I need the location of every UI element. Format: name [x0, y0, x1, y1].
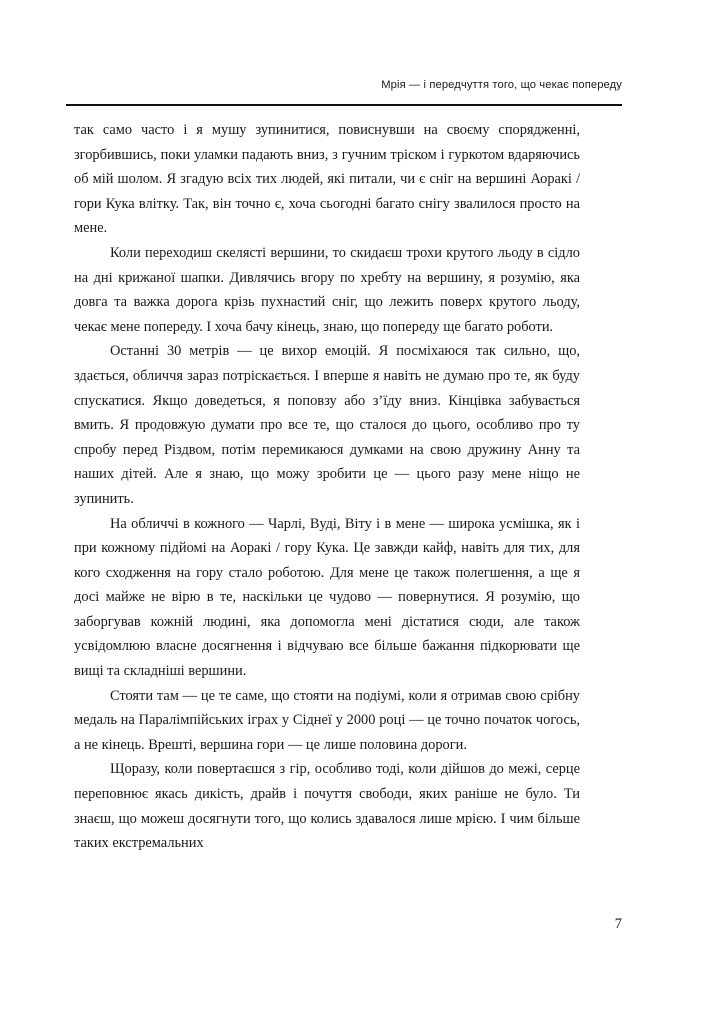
paragraph: Щоразу, коли повертаєшся з гір, особливо тоді, коли дійшов до межі, серце переповнює якась дикість, драйв і почуття свободи, яких раніше не було. Ти знаєш, що можеш досягнути того, що колись здавалося лише мрією. І чим більше таких екстремальних	[74, 761, 580, 852]
running-head: Мрія — і передчуття того, що чекає попереду	[381, 79, 622, 91]
header-rule	[66, 104, 622, 106]
page-number: 7	[614, 916, 622, 932]
paragraph: Стояти там — це те саме, що стояти на подіумі, коли я отримав свою срібну медаль на Паралімпійських іграх у Сіднеї у 2000 році — це точно початок чогось, а не кінець. Врешті, вершина гори — це лише половина дороги.	[74, 687, 580, 753]
paragraph: Останні 30 метрів — це вихор емоцій. Я посміхаюся так сильно, що, здається, обличчя зараз потріскається. І вперше я навіть не думаю про те, як буду спускатися. Якщо доведеться, я поповзу або з’їду вниз. Кінцівка забувається вмить. Я продовжую думати про все те, що сталося до цього, особливо про ту спробу перед Різдвом, потім перемикаюся думками на свою дружину Анну та наших дітей. Але я знаю, що можу зробити це — цього разу мене ніщо не зупинить.	[74, 343, 580, 507]
paragraph: Коли переходиш скелясті вершини, то скидаєш трохи крутого льоду в сідло на дні крижаної шапки. Дивлячись вгору по хребту на вершину, я розумію, яка довга та важка дорога крізь пухнастий сніг, що лежить поверх крутого льоду, чекає мене попереду. І хоча бачу кінець, знаю, що попереду ще багато роботи.	[74, 244, 580, 335]
body-text-column	[74, 118, 580, 856]
paragraph: так само часто і я мушу зупинитися, повиснувши на своєму спорядженні, згорбившись, поки уламки падають вниз, з гучним тріском і гуркотом вдаряючись об мій шолом. Я згадую всіх тих людей, які питали, чи є сніг на вершині Аоракі / гори Кука влітку. Так, він точно є, хоча сьогодні багато снігу звалилося просто на мене.	[74, 122, 580, 237]
paragraph: На обличчі в кожного — Чарлі, Вуді, Віту і в мене — широка усмішка, як і при кожному підйомі на Аоракі / гору Кука. Це завжди кайф, навіть для тих, для кого сходження на гору стало роботою. Для мене це також полегшення, а ще я досі майже не вірю в те, наскільки це чудово — повернутися. Я розумію, що заборгував кожній людині, яка допомогла мені дістатися сюди, але також усвідомлюю власне досягнення і відчуваю все більше бажання підкорювати ще вищі та складніші вершини.	[74, 515, 580, 680]
